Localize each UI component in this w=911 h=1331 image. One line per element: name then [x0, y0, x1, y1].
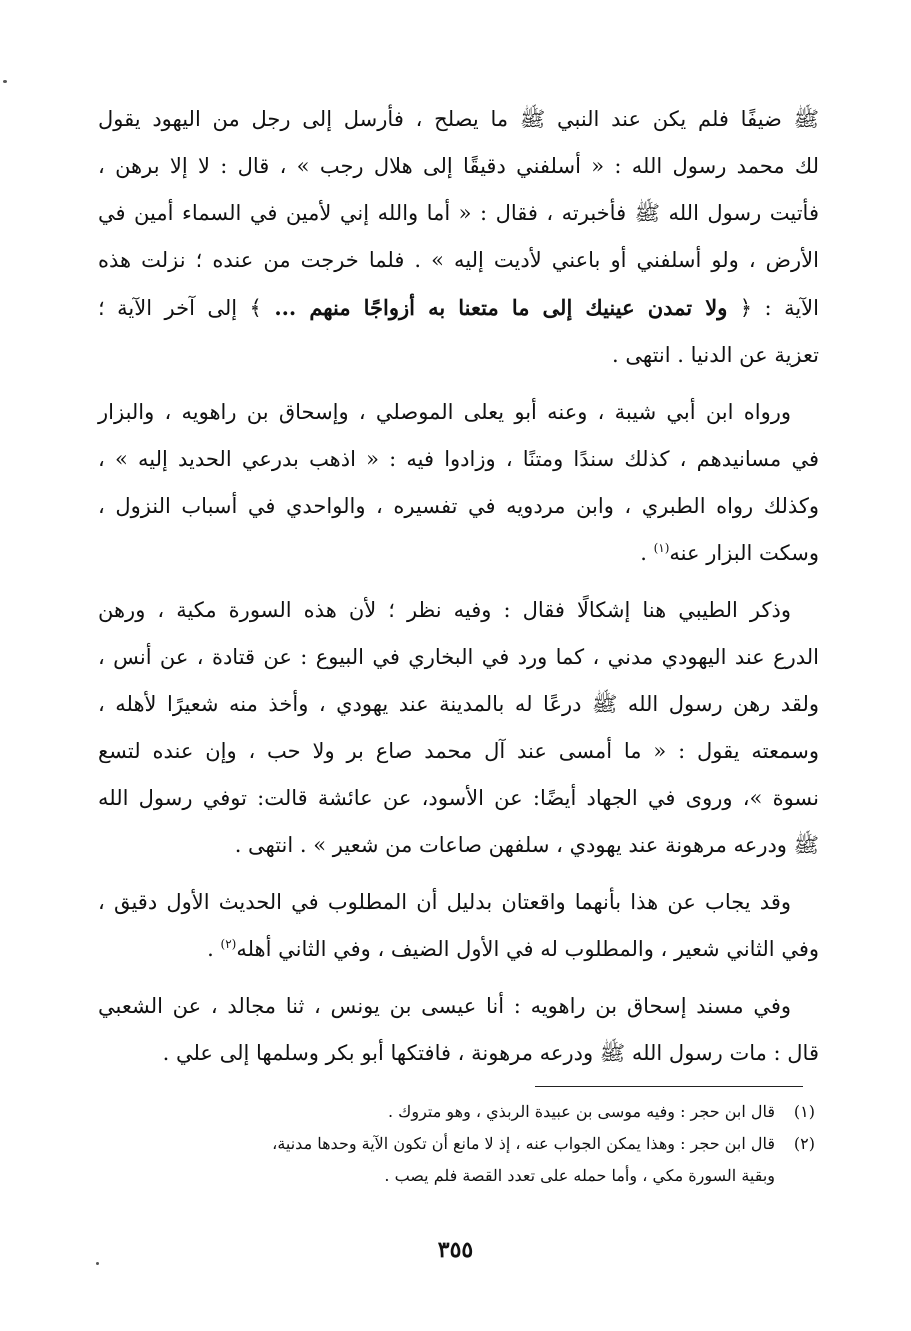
text-line: تعزية عن الدنيا . انتهى .	[612, 343, 819, 367]
text-line: ﷺ ضيفًا فلم يكن عند النبي ﷺ ما يصلح ، فأرسل إلى رجل من اليهود يقول	[98, 107, 819, 131]
footnote-text	[92, 1128, 775, 1192]
page-number: ٣٥٥	[437, 1237, 474, 1263]
text-line: وفي مسند إسحاق بن راهويه : أنا عيسى بن يونس ، ثنا مجالد ، عن الشعبي	[98, 994, 791, 1018]
text-line: وذكر الطيبي هنا إشكالًا فقال : وفيه نظر ؛ لأن هذه السورة مكية ، ورهن	[98, 598, 791, 622]
quran-verse: ولا تمدن عينيك إلى ما متعنا به أزواجًا منهم ...	[274, 295, 728, 320]
text-line: الدرع عند اليهودي مدني ، كما ورد في البخاري في البيوع : عن قتادة ، عن أنس ،	[98, 645, 819, 669]
footnote-separator	[535, 1086, 803, 1087]
main-text	[98, 96, 819, 1087]
footnote-number: (٢)	[793, 1134, 815, 1153]
text-fragment: وسكت البزار عنه	[669, 541, 819, 565]
text-line: ﷺ ودرعه مرهونة عند يهودي ، سلفهن صاعات من شعير » . انتهى .	[234, 833, 819, 857]
paragraph-5	[98, 983, 819, 1077]
footnote-ref: (٢)	[220, 937, 237, 951]
text-line: وسمعته يقول : « ما أمسى عند آل محمد صاع بر ولا حب ، وإن عنده لتسع	[98, 739, 819, 763]
text-line: ولقد رهن رسول الله ﷺ درعًا له بالمدينة عند يهودي ، وأخذ منه شعيرًا لأهله ،	[98, 692, 819, 716]
paragraph-2	[98, 389, 819, 577]
scan-speck	[3, 80, 7, 83]
text-line: الآية : ﴿ ولا تمدن عينيك إلى ما متعنا به أزواجًا منهم ... ﴾ إلى آخر الآية ؛	[98, 295, 819, 320]
footnote-ref: (١)	[653, 541, 670, 555]
footnote-line: قال ابن حجر : وهذا يمكن الجواب عنه ، إذ لا مانع أن تكون الآية وحدها مدنية،	[272, 1134, 775, 1153]
text-line: لك محمد رسول الله : « أسلفني دقيقًا إلى هلال رجب » ، قال : لا إلا برهن ،	[98, 154, 819, 178]
text-line: فأتيت رسول الله ﷺ فأخبرته ، فقال : « أما والله إني لأمين في السماء أمين في	[98, 201, 819, 225]
text-line: ورواه ابن أبي شيبة ، وعنه أبو يعلى الموصلي ، وإسحاق بن راهويه ، والبزار	[98, 400, 791, 424]
paragraph-1	[98, 96, 819, 379]
paragraph-3	[98, 587, 819, 869]
text-fragment: .	[207, 937, 221, 961]
text-fragment: .	[640, 541, 654, 565]
footnote-2	[92, 1128, 815, 1192]
footnote-line: وبقية السورة مكي ، وأما حمله على تعدد القصة فلم يصب .	[384, 1166, 775, 1185]
text-line: وكذلك رواه الطبري ، وابن مردويه في تفسيره ، والواحدي في أسباب النزول ،	[98, 494, 819, 518]
footnote-text: قال ابن حجر : وفيه موسى بن عبيدة الربذي ، وهو متروك .	[387, 1102, 775, 1121]
text-line: في مسانيدهم ، كذلك سندًا ومتنًا ، وزادوا فيه : « اذهب بدرعي الحديد إليه » ،	[98, 447, 819, 471]
footnotes	[92, 1096, 815, 1192]
text-line: وقد يجاب عن هذا بأنهما واقعتان بدليل أن المطلوب في الحديث الأول دقيق ،	[98, 890, 791, 914]
text-fragment: وفي الثاني شعير ، والمطلوب له في الأول الضيف ، وفي الثاني أهله	[236, 937, 819, 961]
text-line	[98, 926, 819, 973]
paragraph-4	[98, 879, 819, 973]
footnote-1	[92, 1096, 815, 1128]
footnote-number: (١)	[793, 1102, 815, 1121]
text-line: نسوة »، وروى في الجهاد أيضًا: عن الأسود، عن عائشة قالت: توفي رسول الله	[98, 786, 819, 810]
text-line: الأرض ، ولو أسلفني أو باعني لأديت إليه » . فلما خرجت من عنده ؛ نزلت هذه	[98, 248, 819, 272]
text-line: قال : مات رسول الله ﷺ ودرعه مرهونة ، فافتكها أبو بكر وسلمها إلى علي .	[162, 1041, 819, 1065]
text-line	[98, 530, 819, 577]
